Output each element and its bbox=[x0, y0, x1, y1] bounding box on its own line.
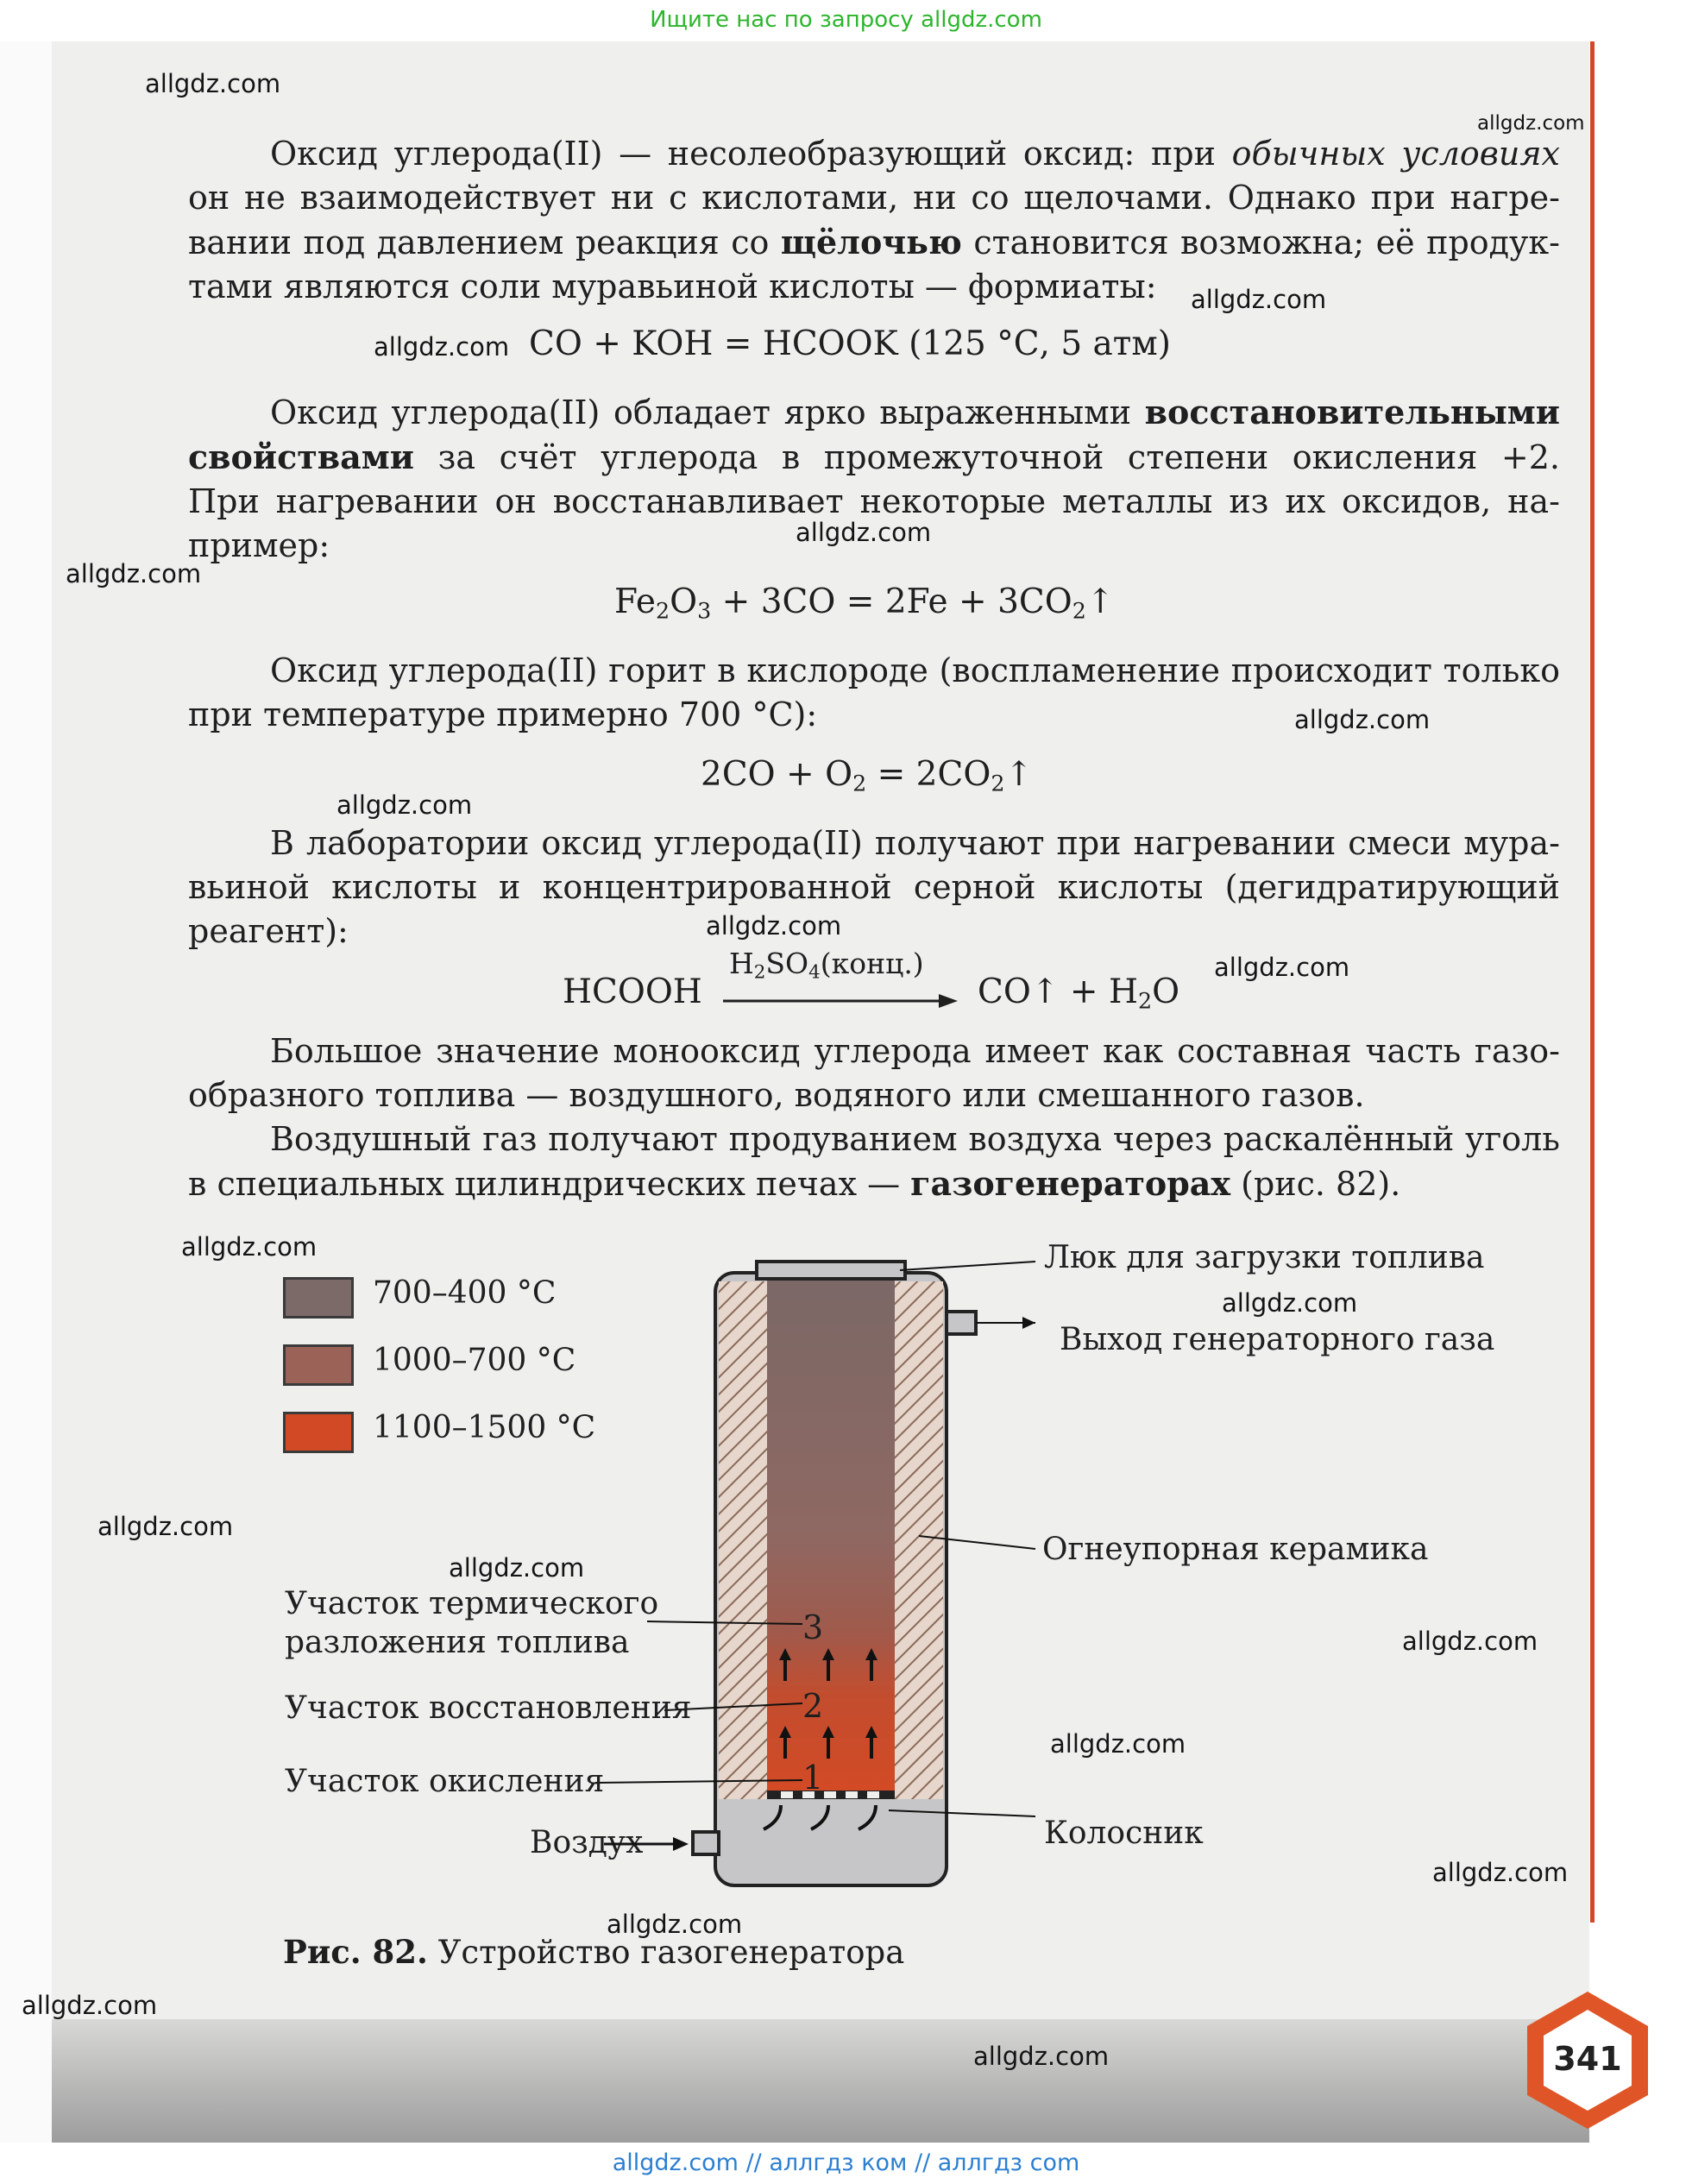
watermark[interactable]: allgdz.com bbox=[181, 1232, 318, 1262]
text-run: (рис. 82). bbox=[1230, 1165, 1401, 1203]
label-grate: Колосник bbox=[1044, 1816, 1204, 1851]
equation-co-koh: CO + KOH = HCOOK (125 °С, 5 атм) bbox=[529, 324, 1171, 363]
p4-line-1: В лаборатории оксид углерода(II) получают при нагревании смеси мура- bbox=[270, 824, 1560, 862]
p1-line-4: тами являются соли муравьиной кислоты — формиаты: bbox=[188, 267, 1157, 305]
p1-line-3 bbox=[188, 220, 1560, 265]
air-arrow bbox=[604, 1834, 690, 1854]
paragraph-5 bbox=[188, 1029, 1560, 1117]
page-bottom-strip bbox=[52, 2019, 1589, 2143]
eq-part: + 3CO = 2Fe + 3CO bbox=[711, 582, 1072, 621]
bold-term: щёлочью bbox=[780, 223, 962, 261]
p2-line-3: При нагревании он восстанавливает некоторые металлы из их оксидов, на- bbox=[188, 482, 1560, 520]
text-run: вании под давлением реакция со bbox=[188, 223, 781, 261]
label-zone-3-line-1: Участок термического bbox=[285, 1586, 659, 1621]
eq4-condition bbox=[729, 947, 924, 983]
reaction-arrow bbox=[723, 992, 958, 1010]
eq-part: Fe bbox=[614, 582, 657, 621]
watermark[interactable]: allgdz.com bbox=[145, 69, 281, 98]
legend-label-1000-700: 1000–700 °С bbox=[373, 1343, 576, 1378]
watermark[interactable]: allgdz.com bbox=[1294, 705, 1431, 734]
p4-line-3: реагент): bbox=[188, 912, 349, 950]
air-inlet-pipe bbox=[693, 1832, 719, 1854]
text-run: становится возможна; её продук- bbox=[961, 223, 1560, 261]
p5-line-2: образного топлива — воздушного, водяного или смешанного газов. bbox=[188, 1076, 1365, 1114]
text-run: Оксид углерода(II) — несолеобразующий оксид: при bbox=[270, 135, 1232, 173]
label-loading-hatch: Люк для загрузки топлива bbox=[1044, 1240, 1485, 1275]
p6-line-1: Воздушный газ получают продуванием воздуха через раскалённый уголь bbox=[270, 1120, 1560, 1158]
label-zone-1: Участок окисления bbox=[285, 1764, 605, 1799]
bold-term: восстановительными bbox=[1144, 393, 1560, 431]
p5-line-1: Большое значение монооксид углерода имеет как составная часть газо- bbox=[270, 1032, 1560, 1070]
watermark[interactable]: allgdz.com bbox=[973, 2042, 1110, 2071]
eq-part: ↑ bbox=[1085, 582, 1115, 621]
watermark[interactable]: allgdz.com bbox=[1050, 1729, 1186, 1759]
watermark[interactable]: allgdz.com bbox=[1191, 285, 1327, 314]
watermark[interactable]: allgdz.com bbox=[337, 790, 473, 820]
equation-fe2o3 bbox=[614, 582, 1115, 623]
gas-exit-arrowhead bbox=[1022, 1317, 1035, 1329]
watermark[interactable]: allgdz.com bbox=[1432, 1858, 1569, 1887]
eq-sub: 2 bbox=[1072, 597, 1086, 624]
watermark[interactable]: allgdz.com bbox=[22, 1991, 158, 2020]
p3-line-1: Оксид углерода(II) горит в кислороде (воспламенение происходит только bbox=[270, 651, 1560, 689]
label-zone-3-line-2: разложения топлива bbox=[285, 1625, 630, 1660]
caption-number: Рис. 82. bbox=[283, 1933, 428, 1971]
margin-rule bbox=[1590, 41, 1595, 1923]
bottom-banner[interactable]: allgdz.com // аллгдз ком // аллгдз com bbox=[612, 2149, 1080, 2176]
text-run: за счёт углерода в промежуточной степени окисления +2. bbox=[413, 438, 1560, 476]
eq-part: O bbox=[670, 582, 698, 621]
eq-sub: 3 bbox=[697, 597, 712, 624]
figure-caption bbox=[283, 1933, 904, 1971]
watermark[interactable]: allgdz.com bbox=[66, 559, 202, 588]
caption-text: Устройство газогенератора bbox=[427, 1934, 905, 1971]
watermark[interactable]: allgdz.com bbox=[1222, 1288, 1358, 1318]
italic-term: обычных условиях bbox=[1231, 135, 1560, 173]
zone-number-3: 3 bbox=[802, 1608, 824, 1646]
watermark[interactable]: allgdz.com bbox=[1402, 1627, 1538, 1656]
p2-line-2 bbox=[188, 435, 1560, 480]
page-edge bbox=[0, 41, 52, 2143]
zone-number-1: 1 bbox=[802, 1759, 824, 1797]
watermark[interactable]: allgdz.com bbox=[706, 911, 842, 941]
gas-generator-diagram bbox=[673, 1251, 1070, 1924]
eq-part: ↑ bbox=[1004, 755, 1034, 794]
eq-sub: 2 bbox=[991, 770, 1005, 796]
watermark[interactable]: allgdz.com bbox=[374, 332, 510, 362]
text-run: Оксид углерода(II) обладает ярко выраженными bbox=[270, 393, 1145, 431]
top-banner[interactable]: Ищите нас по запросу allgdz.com bbox=[650, 7, 1042, 33]
page-number: 341 bbox=[1553, 2040, 1622, 2078]
bold-term: свойствами bbox=[188, 437, 414, 476]
paragraph-4 bbox=[188, 821, 1560, 954]
legend-swatch-1100-1500 bbox=[283, 1412, 354, 1453]
eq-sub: 4 bbox=[808, 961, 821, 984]
watermark[interactable]: allgdz.com bbox=[97, 1512, 234, 1541]
ceramic-right bbox=[895, 1281, 943, 1799]
eq4-right bbox=[978, 972, 1179, 1013]
p4-line-2: вьиной кислоты и концентрированной серной кислоты (дегидратирующий bbox=[188, 868, 1560, 906]
bold-term: газогенераторах bbox=[910, 1164, 1231, 1203]
paragraph-6 bbox=[188, 1117, 1560, 1206]
p2-line-4: пример: bbox=[188, 526, 330, 564]
label-air: Воздух bbox=[530, 1825, 644, 1860]
legend-swatch-700-400 bbox=[283, 1277, 354, 1319]
eq-part: O bbox=[1152, 972, 1180, 1011]
p6-line-2 bbox=[188, 1161, 1560, 1206]
watermark[interactable]: allgdz.com bbox=[796, 518, 932, 547]
eq-sub: 2 bbox=[852, 770, 867, 796]
eq-part: = 2CO bbox=[866, 755, 991, 794]
label-zone-2: Участок восстановления bbox=[285, 1690, 692, 1726]
p1-line-2: он не взаимодействует ни с кислотами, ни со щелочами. Однако при нагре- bbox=[188, 179, 1560, 217]
eq-part: (конц.) bbox=[820, 947, 924, 980]
eq-part: CO↑ + H bbox=[978, 972, 1138, 1011]
eq-sub: 2 bbox=[753, 961, 766, 984]
watermark[interactable]: allgdz.com bbox=[607, 1910, 743, 1939]
text-run: в специальных цилиндрических печах — bbox=[188, 1165, 911, 1203]
watermark[interactable]: allgdz.com bbox=[1214, 953, 1350, 982]
eq-sub: 2 bbox=[1137, 987, 1153, 1014]
eq4-left: HCOOH bbox=[563, 972, 702, 1011]
p2-line-1 bbox=[188, 390, 1560, 435]
gas-outlet-pipe bbox=[947, 1312, 976, 1334]
p1-line-1 bbox=[188, 132, 1560, 176]
legend-swatch-1000-700 bbox=[283, 1344, 354, 1386]
legend-label-1100-1500: 1100–1500 °С bbox=[373, 1410, 596, 1445]
watermark[interactable]: allgdz.com bbox=[449, 1553, 585, 1583]
p3-line-2: при температуре примерно 700 °С): bbox=[188, 695, 818, 733]
eq-part: H bbox=[729, 947, 754, 980]
eq-part: 2CO + O bbox=[701, 755, 853, 794]
label-ceramic: Огнеупорная керамика bbox=[1042, 1532, 1429, 1567]
equation-co-burn bbox=[701, 755, 1033, 796]
loading-hatch bbox=[757, 1262, 905, 1279]
legend-label-700-400: 700–400 °С bbox=[373, 1275, 557, 1311]
eq-part: SO bbox=[765, 947, 809, 980]
watermark[interactable]: allgdz.com bbox=[1477, 112, 1585, 135]
zone-number-2: 2 bbox=[802, 1687, 824, 1725]
eq-sub: 2 bbox=[656, 597, 670, 624]
label-gas-exit: Выход генераторного газа bbox=[1060, 1322, 1495, 1357]
paragraph-1 bbox=[188, 132, 1560, 309]
